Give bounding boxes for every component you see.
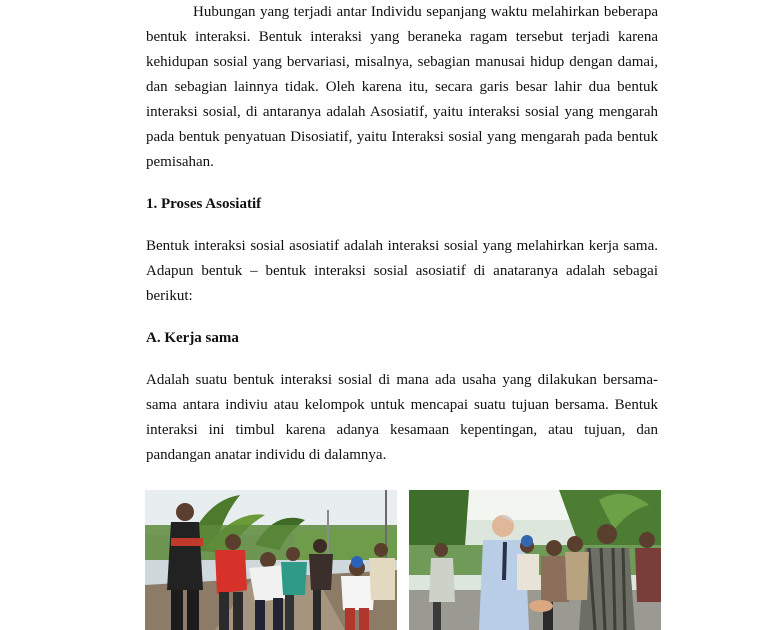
photo-row bbox=[145, 490, 661, 630]
kerja-sama-paragraph: Adalah suatu bentuk interaksi sosial di mana ada usaha yang dilakukan bersama-sama antara indiviu atau kelompok untuk mencapai suatu tujuan bersama. Bentuk interaksi ini timbul karena adanya kesamaan kepentingan, atau tujuan, dan pandangan anatar individu di dalamnya. bbox=[146, 372, 658, 463]
intro-paragraph: Hubungan yang terjadi antar Individu sepanjang waktu melahirkan beberapa bentuk interaksi. Bentuk interaksi yang beraneka ragam tersebut terjadi karena kehidupan sosial yang bervariasi, misalnya, sebagian manusai hidup dengan damai, dan sebagian lainnya tidak. Oleh karena itu, secara garis besar lahir dua bentuk interaksi sosial, di antaranya adalah Asosiatif, yaitu interaksi sosial yang mengarah pada bentuk penyatuan Disosiatif, yaitu Interaksi sosial yang mengarah pada bentuk pemisahan. bbox=[146, 4, 658, 170]
document-page bbox=[146, 0, 658, 468]
asosiatif-paragraph: Bentuk interaksi sosial asosiatif adalah interaksi sosial yang melahirkan kerja sama. Adapun bentuk – bentuk interaksi sosial asosiatif di anataranya adalah sebagai berikut: bbox=[146, 238, 658, 304]
gotong-royong-photo bbox=[145, 490, 397, 630]
heading-kerja-sama: A. Kerja sama bbox=[146, 330, 239, 346]
heading-proses-asosiatif: 1. Proses Asosiatif bbox=[146, 196, 262, 212]
handshake-photo bbox=[409, 490, 661, 630]
